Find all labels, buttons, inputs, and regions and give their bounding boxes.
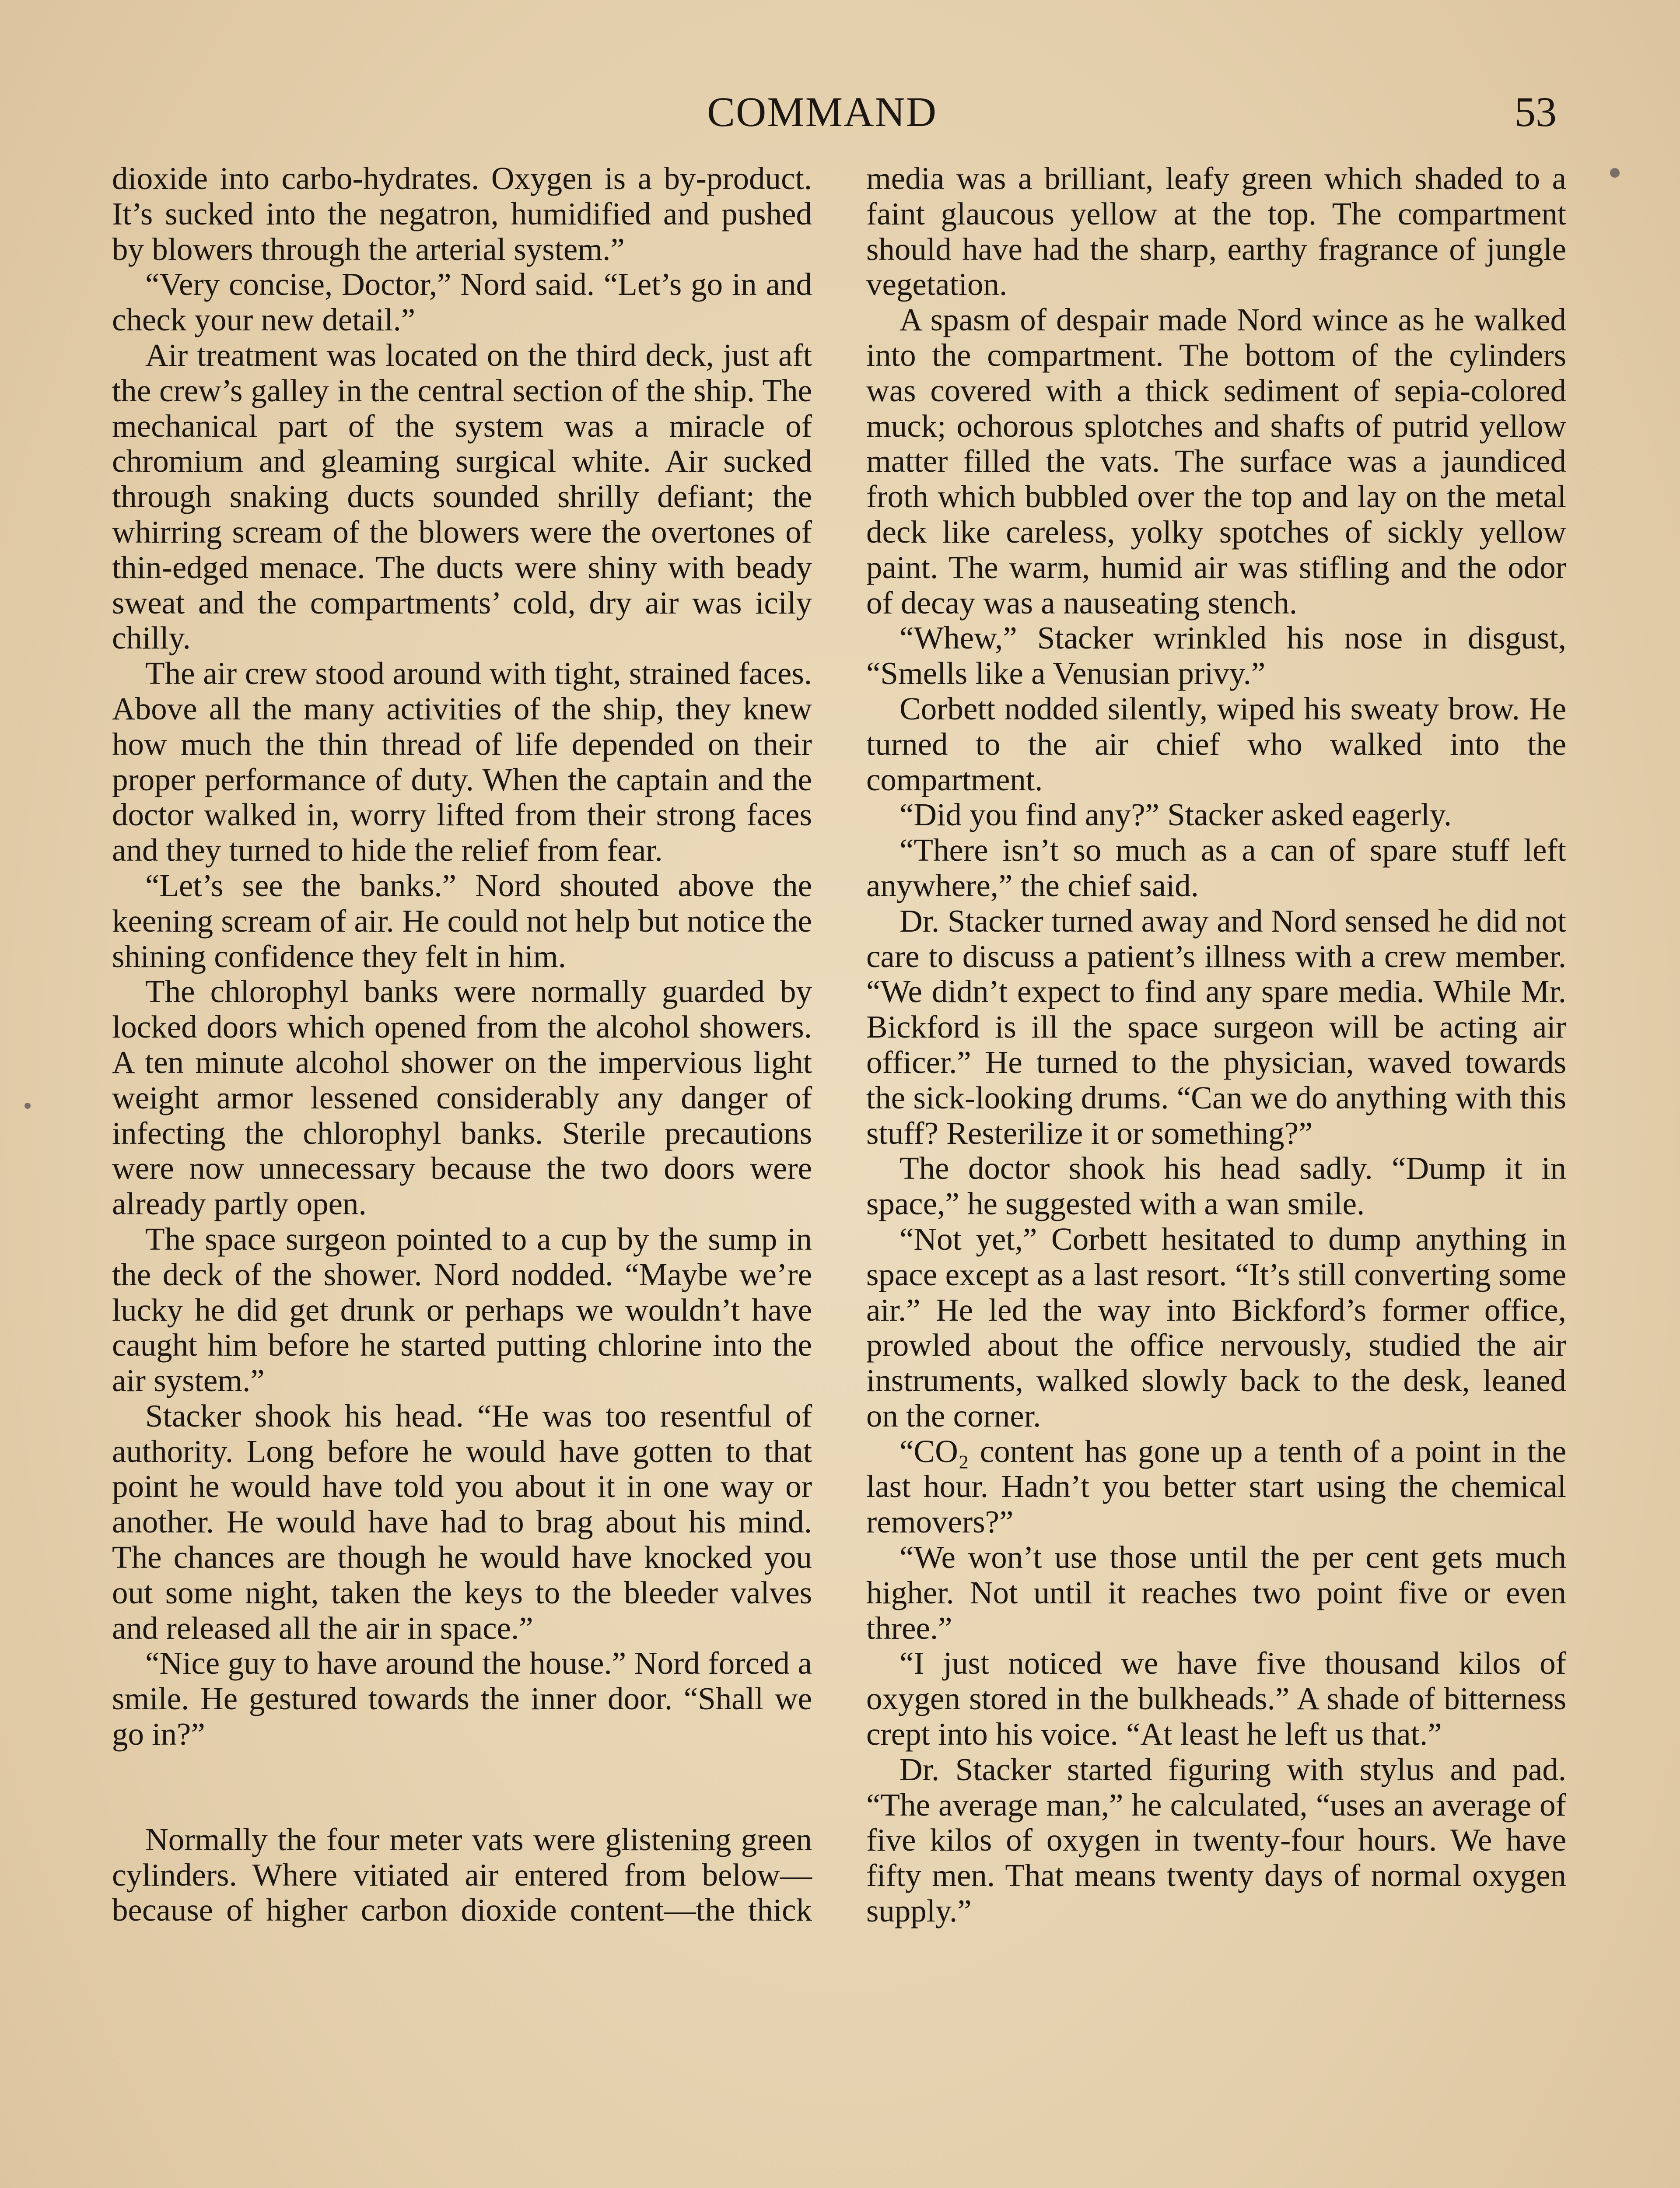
paragraph: “We won’t use those until the per cent gets much higher. Not until it reaches two point five or even three.” [866,1539,1566,1646]
paragraph: “I just noticed we have five thousand kilos of oxygen stored in the bulkheads.” A shade of bitterness crept into his voice. “At least he left us that.” [866,1645,1566,1752]
left-column [112,161,812,1928]
paragraph: A spasm of despair made Nord wince as he walked into the compartment. The bottom of the cylinders was covered with a thick sediment of sepia-colored muck; ochorous splotches and shafts of putrid yellow matter filled the vats. The surface was a jaundiced froth which bubbled over the top and lay on the metal deck like careless, yolky spotches of sickly yellow paint. The warm, humid air was stifling and the odor of decay was a nauseating stench. [866,302,1566,621]
page-number: 53 [1515,88,1557,135]
paragraph: “There isn’t so much as a can of spare stuff left anywhere,” the chief said. [866,832,1566,903]
paragraph: “Let’s see the banks.” Nord shouted above the keening scream of air. He could not help but notice the shining confidence they felt in him. [112,867,812,974]
paragraph: “CO₂ content has gone up a tenth of a point in the last hour. Hadn’t you better start using the chemical removers?” [866,1433,1566,1540]
paragraph: dioxide into carbo-hydrates. Oxygen is a by-product. It’s sucked into the negatron, humidified and pushed by blowers through the arterial system.” [112,161,812,267]
paragraph: “Not yet,” Corbett hesitated to dump anything in space except as a last resort. “It’s still converting some air.” He led the way into Bickford’s former office, prowled about the office nervously, studied the air instruments, walked slowly back to the desk, leaned on the corner. [866,1221,1566,1434]
paragraph: “Nice guy to have around the house.” Nord forced a smile. He gestured towards the inner door. “Shall we go in?” [112,1645,812,1752]
paragraph: Air treatment was located on the third deck, just aft the crew’s galley in the central section of the ship. The mechanical part of the system was a miracle of chromium and gleaming surgical white. Air sucked through snaking ducts sounded shrilly defiant; the whirring scream of the blowers were the overtones of thin-edged menace. The ducts were shiny with beady sweat and the compartments’ cold, dry air was icily chilly. [112,337,812,656]
paragraph: “Very concise, Doctor,” Nord said. “Let’s go in and check your new detail.” [112,266,812,338]
paper-speck [1610,168,1620,178]
paragraph: The air crew stood around with tight, strained faces. Above all the many activities of the ship, they knew how much the thin thread of life depended on their proper performance of duty. When the captain and the doctor walked in, worry lifted from their strong faces and they turned to hide the relief from fear. [112,656,812,868]
paragraph: media was a brilliant, leafy green which shaded to a faint glaucous yellow at the top. The compartment should have had the sharp, earthy fragrance of jungle vegetation. [866,161,1566,302]
paper-speck [24,1103,31,1109]
paragraph: Dr. Stacker turned away and Nord sensed he did not care to discuss a patient’s illness with a crew member. “We didn’t expect to find any spare media. While Mr. Bickford is ill the space surgeon will be acting air officer.” He turned to the physician, waved towards the sick-looking drums. “Can we do anything with this stuff? Resterilize it or something?” [866,903,1566,1151]
paragraph: “Did you find any?” Stacker asked eagerly. [900,797,1452,833]
paragraph: Corbett nodded silently, wiped his sweaty brow. He turned to the air chief who walked into the compartment. [866,691,1566,797]
running-title: COMMAND [707,88,938,135]
paragraph: Dr. Stacker started figuring with stylus and pad. “The average man,” he calculated, “uses an average of five kilos of oxygen in twenty-four hours. We have fifty men. That means twenty days of normal oxygen supply.” [866,1751,1566,1929]
paragraph: The doctor shook his head sadly. “Dump it in space,” he suggested with a wan smile. [866,1150,1566,1222]
right-column [866,161,1566,1929]
running-head [0,86,1680,138]
paragraph: Normally the four meter vats were glistening green cylinders. Where vitiated air entered from below—because of higher carbon dioxide content—the thick [112,1821,812,1928]
paragraph: The space surgeon pointed to a cup by the sump in the deck of the shower. Nord nodded. “Maybe we’re lucky he did get drunk or perhaps we wouldn’t have caught him before he started putting chlorine into the air system.” [112,1221,812,1399]
paragraph: The chlorophyl banks were normally guarded by locked doors which opened from the alcohol showers. A ten minute alcohol shower on the impervious light weight armor lessened considerably any danger of infecting the chlorophyl banks. Sterile precautions were now unnecessary because the two doors were already partly open. [112,974,812,1222]
paragraph: “Whew,” Stacker wrinkled his nose in disgust, “Smells like a Venusian privy.” [866,620,1566,691]
paragraph: Stacker shook his head. “He was too resentful of authority. Long before he would have gotten to that point he would have told you about it in one way or another. He would have had to brag about his mind. The chances are though he would have knocked you out some night, taken the keys to the bleeder valves and released all the air in space.” [112,1398,812,1646]
